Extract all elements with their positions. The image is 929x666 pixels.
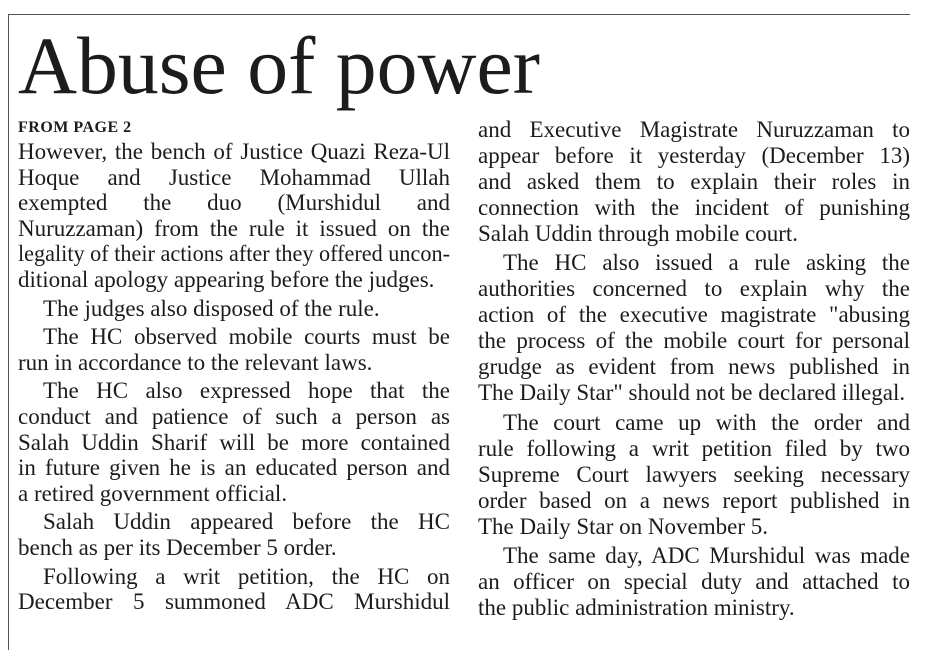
text-line: legality of their actions after they offered uncon- [18, 241, 450, 267]
paragraph [18, 296, 450, 322]
text-line: The same day, ADC Murshidul was made [503, 542, 910, 568]
text-line: The Daily Star on November 5. [478, 513, 768, 539]
paragraph [478, 250, 910, 406]
paragraph [18, 564, 450, 615]
paragraph [18, 378, 450, 506]
headline [18, 25, 618, 117]
text-line: grudge as evident from news published in [478, 354, 910, 380]
text-line: in future given he is an educated person and [18, 455, 450, 481]
text-line: However, the bench of Justice Quazi Reza-Ul [18, 139, 450, 164]
text-line: conduct and patience of such a person as [18, 403, 450, 429]
text-line: December 5 summoned ADC Murshidul [18, 589, 450, 615]
paragraph [18, 509, 450, 560]
text-line: order based on a news report published in [478, 487, 910, 513]
text-line: and asked them to explain their roles in [478, 169, 910, 195]
text-line: exempted the duo (Murshidul and [18, 190, 450, 216]
text-line: connection with the incident of punishing [478, 195, 910, 221]
text-line: The court came up with the order and [503, 409, 910, 435]
paragraph [478, 543, 910, 621]
text-line: an officer on special duty and attached to [478, 568, 910, 594]
headline-text: Abuse of power [18, 25, 540, 111]
text-line: appear before it yesterday (December 13) [478, 143, 910, 169]
text-line: a retired government official. [18, 480, 288, 506]
text-line: authorities concerned to explain why the [478, 276, 910, 302]
text-line: The judges also disposed of the rule. [43, 295, 380, 321]
text-line: Following a writ petition, the HC on [43, 563, 450, 589]
column-left [18, 139, 450, 615]
text-line: The HC also issued a rule asking the [503, 250, 910, 276]
text-line: Nuruzzaman) from the rule it issued on the [18, 215, 450, 241]
paragraph [18, 139, 450, 293]
text-line: the process of the mobile court for personal [478, 328, 910, 354]
text-line: Hoque and Justice Mohammad Ullah [18, 164, 450, 190]
left-rule [8, 14, 9, 650]
column-right [478, 117, 910, 621]
paragraph [478, 410, 910, 540]
text-line: Salah Uddin through mobile court. [478, 221, 799, 247]
text-line: action of the executive magistrate "abusing [478, 302, 910, 328]
jump-line: FROM PAGE 2 [18, 119, 132, 136]
text-line: The HC observed mobile courts must be [43, 324, 450, 350]
paragraph [18, 324, 450, 375]
text-line: ditional apology appearing before the judges. [18, 266, 435, 292]
text-line: Salah Uddin Sharif will be more contained [18, 429, 450, 455]
text-line: The Daily Star" should not be declared illegal. [478, 380, 906, 406]
top-rule [8, 14, 910, 15]
text-line: the public administration ministry. [478, 594, 795, 620]
text-line: bench as per its December 5 order. [18, 534, 337, 560]
text-line: The HC also expressed hope that the [43, 378, 450, 404]
text-line: rule following a writ petition filed by two [478, 435, 910, 461]
text-line: Salah Uddin appeared before the HC [43, 509, 450, 535]
text-line: run in accordance to the relevant laws. [18, 349, 373, 375]
text-line: and Executive Magistrate Nuruzzaman to [478, 117, 910, 142]
paragraph [478, 117, 910, 247]
text-line: Supreme Court lawyers seeking necessary [478, 461, 910, 487]
